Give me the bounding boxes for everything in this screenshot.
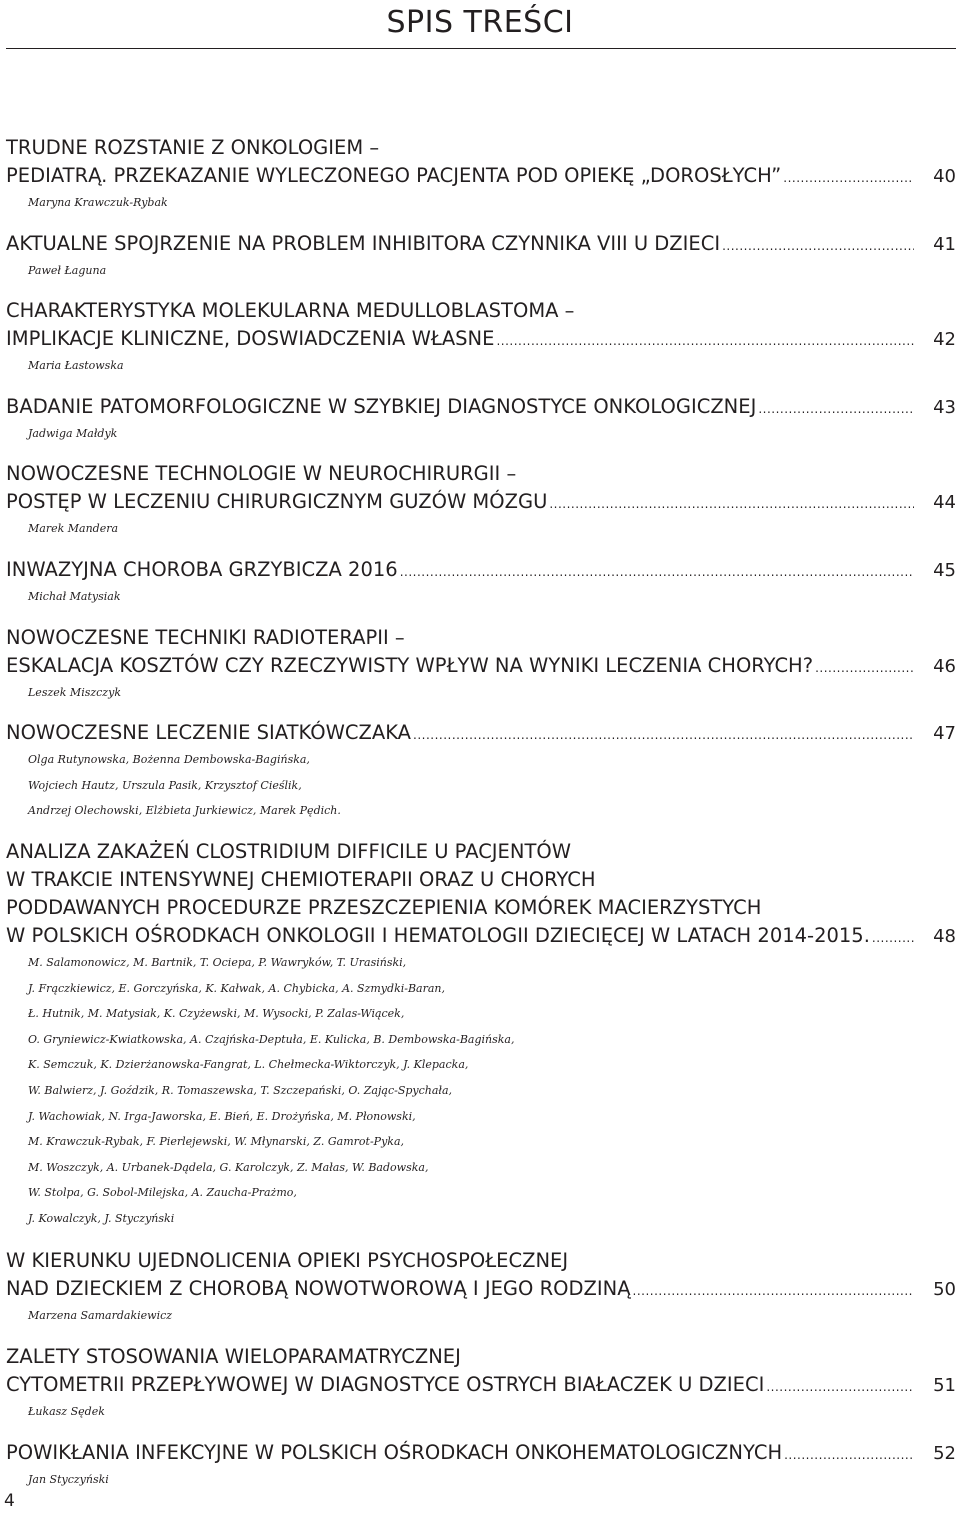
- author-line: M. Krawczuk-Rybak, F. Pierlejewski, W. Młynarski, Z. Gamrot-Pyka,: [28, 1135, 404, 1149]
- toc-entry[interactable]: [6, 1247, 956, 1329]
- toc-authors: [28, 747, 956, 824]
- toc-title-line: [6, 719, 956, 747]
- toc-entry[interactable]: [6, 556, 956, 610]
- author-line: Paweł Łaguna: [28, 263, 107, 277]
- toc-title-line: [6, 624, 956, 652]
- author-line: J. Wachowiak, N. Irga-Jaworska, E. Bień, E. Drożyńska, M. Płonowski,: [28, 1109, 416, 1123]
- author-line: W. Stolpa, G. Sobol-Milejska, A. Zaucha-Prażmo,: [28, 1186, 297, 1200]
- toc-title-text: INWAZYJNA CHOROBA GRZYBICZA 2016: [6, 557, 398, 581]
- author-line: O. Gryniewicz-Kwiatkowska, A. Czajńska-Deptuła, E. Kulicka, B. Dembowska-Bagińska,: [28, 1032, 515, 1046]
- author-line: Wojciech Hautz, Urszula Pasik, Krzysztof Cieślik,: [28, 778, 302, 792]
- table-of-contents: [6, 120, 956, 1492]
- author-line: J. Frączkiewicz, E. Gorczyńska, K. Kałwak, A. Chybicka, A. Szmydki-Baran,: [28, 981, 446, 995]
- dot-leader: [549, 490, 914, 518]
- toc-authors: [28, 1399, 956, 1425]
- dot-leader: [496, 327, 914, 355]
- toc-title-text: NOWOCZESNE TECHNIKI RADIOTERAPII –: [6, 625, 405, 649]
- toc-authors: [28, 516, 956, 542]
- author-line: Marek Mandera: [28, 522, 119, 536]
- toc-title-line: [6, 922, 956, 950]
- author-line: Maria Łastowska: [28, 359, 124, 373]
- toc-title-line: [6, 866, 956, 894]
- toc-title-text: W TRAKCIE INTENSYWNEJ CHEMIOTERAPII ORAZ U CHORYCH: [6, 867, 596, 891]
- toc-title-text: POSTĘP W LECZENIU CHIRURGICZNYM GUZÓW MÓZGU: [6, 490, 548, 514]
- author-line: Andrzej Olechowski, Elżbieta Jurkiewicz, Marek Pędich.: [28, 804, 341, 818]
- toc-page-number: 50: [933, 1279, 956, 1301]
- author-line: J. Kowalczyk, J. Styczyński: [28, 1211, 175, 1225]
- page-title: SPIS TREŚCI: [386, 5, 574, 40]
- toc-title-line: [6, 652, 956, 680]
- dot-leader: [784, 1441, 914, 1469]
- author-line: M. Woszczyk, A. Urbanek-Dądela, G. Karolczyk, Z. Małas, W. Badowska,: [28, 1160, 429, 1174]
- toc-page-number: 52: [933, 1442, 956, 1464]
- toc-entry[interactable]: [6, 624, 956, 706]
- toc-title-text: ESKALACJA KOSZTÓW CZY RZECZYWISTY WPŁYW NA WYNIKI LECZENIA CHORYCH?: [6, 653, 814, 677]
- toc-title-line: [6, 488, 956, 516]
- toc-page-number: 51: [933, 1375, 956, 1397]
- toc-authors: [28, 950, 956, 1232]
- dot-leader: [766, 1373, 914, 1401]
- toc-title-line: [6, 556, 956, 584]
- toc-title-line: [6, 134, 956, 162]
- toc-page-number: 42: [933, 329, 956, 351]
- toc-title-line: [6, 230, 956, 258]
- toc-page-number: 47: [933, 723, 956, 745]
- toc-authors: [28, 190, 956, 216]
- toc-entry[interactable]: [6, 230, 956, 284]
- toc-title-text: PEDIATRĄ. PRZEKAZANIE WYLECZONEGO PACJENTA POD OPIEKĘ „DOROSŁYCH”: [6, 164, 782, 187]
- toc-entry[interactable]: [6, 297, 956, 379]
- toc-authors: [28, 421, 956, 447]
- toc-authors: [28, 1467, 956, 1493]
- toc-entry[interactable]: [6, 460, 956, 542]
- toc-title-text: BADANIE PATOMORFOLOGICZNE W SZYBKIEJ DIAGNOSTYCE ONKOLOGICZNEJ: [6, 394, 757, 418]
- author-line: Jan Styczyński: [28, 1472, 109, 1486]
- toc-title-line: [6, 1439, 956, 1467]
- toc-page-number: 46: [933, 655, 956, 677]
- toc-title-text: IMPLIKACJE KLINICZNE, DOSWIADCZENIA WŁASNE: [6, 327, 495, 351]
- toc-page-number: 41: [933, 233, 956, 255]
- toc-page-number: 44: [933, 492, 956, 514]
- toc-title-text: AKTUALNE SPOJRZENIE NA PROBLEM INHIBITORA CZYNNIKA VIII U DZIECI: [6, 231, 721, 255]
- toc-authors: [28, 353, 956, 379]
- page-number: 4: [4, 1491, 15, 1511]
- author-line: Jadwiga Małdyk: [28, 426, 118, 440]
- dot-leader: [758, 395, 914, 423]
- toc-title-text: ZALETY STOSOWANIA WIELOPARAMATRYCZNEJ: [6, 1345, 461, 1369]
- toc-entry[interactable]: [6, 1439, 956, 1493]
- author-line: Leszek Miszczyk: [28, 685, 121, 699]
- author-line: Łukasz Sędek: [28, 1405, 105, 1419]
- toc-title-text: ANALIZA ZAKAŻEŃ CLOSTRIDIUM DIFFICILE U PACJENTÓW: [6, 839, 572, 863]
- author-line: Marzena Samardakiewicz: [28, 1309, 173, 1323]
- toc-title-line: [6, 838, 956, 866]
- toc-title-text: CYTOMETRII PRZEPŁYWOWEJ W DIAGNOSTYCE OSTRYCH BIAŁACZEK U DZIECI: [6, 1373, 765, 1397]
- dot-leader: [872, 924, 914, 952]
- title-divider: [6, 48, 956, 49]
- toc-page-number: 40: [933, 166, 956, 187]
- toc-title-text: CHARAKTERYSTYKA MOLEKULARNA MEDULLOBLASTOMA –: [6, 299, 575, 323]
- dot-leader: [400, 558, 914, 586]
- toc-page-number: 43: [933, 396, 956, 418]
- toc-title-line: [6, 162, 956, 190]
- dot-leader: [783, 164, 914, 192]
- toc-title-line: [6, 1275, 956, 1303]
- toc-entry[interactable]: [6, 134, 956, 216]
- dot-leader: [413, 721, 914, 749]
- toc-title-text: TRUDNE ROZSTANIE Z ONKOLOGIEM –: [6, 136, 380, 159]
- author-line: Ł. Hutnik, M. Matysiak, K. Czyżewski, M. Wysocki, P. Zalas-Wiącek,: [28, 1007, 405, 1021]
- toc-title-text: W POLSKICH OŚRODKACH ONKOLOGII I HEMATOLOGII DZIECIĘCEJ W LATACH 2014-2015.: [6, 923, 870, 947]
- dot-leader: [633, 1277, 914, 1305]
- author-line: M. Salamonowicz, M. Bartnik, T. Ociepa, P. Wawryków, T. Urasiński,: [28, 955, 407, 969]
- toc-title-line: [6, 297, 956, 325]
- toc-page-number: 45: [933, 559, 956, 581]
- toc-entry[interactable]: [6, 838, 956, 1232]
- author-line: Michał Matysiak: [28, 589, 121, 603]
- toc-title-line: [6, 1343, 956, 1371]
- toc-title-text: NOWOCZESNE TECHNOLOGIE W NEUROCHIRURGII –: [6, 462, 517, 486]
- toc-authors: [28, 1303, 956, 1329]
- dot-leader: [815, 654, 914, 682]
- dot-leader: [722, 232, 914, 260]
- toc-title-text: W KIERUNKU UJEDNOLICENIA OPIEKI PSYCHOSPOŁECZNEJ: [6, 1249, 569, 1273]
- toc-page-number: 48: [933, 925, 956, 947]
- toc-title-line: [6, 325, 956, 353]
- author-line: W. Balwierz, J. Goździk, R. Tomaszewska, T. Szczepański, O. Zając-Spychała,: [28, 1083, 453, 1097]
- toc-entry[interactable]: [6, 393, 956, 447]
- toc-title-text: NAD DZIECKIEM Z CHOROBĄ NOWOTWOROWĄ I JEGO RODZINĄ: [6, 1277, 631, 1301]
- author-line: Olga Rutynowska, Bożenna Dembowska-Bagińska,: [28, 753, 310, 767]
- toc-authors: [28, 258, 956, 284]
- toc-title-text: POWIKŁANIA INFEKCYJNE W POLSKICH OŚRODKACH ONKOHEMATOLOGICZNYCH: [6, 1440, 783, 1464]
- toc-title-line: [6, 894, 956, 922]
- toc-title-line: [6, 1247, 956, 1275]
- author-line: K. Semczuk, K. Dzierżanowska-Fangrat, L. Chełmecka-Wiktorczyk, J. Klepacka,: [28, 1058, 469, 1072]
- toc-entry[interactable]: [6, 719, 956, 824]
- toc-title-text: NOWOCZESNE LECZENIE SIATKÓWCZAKA: [6, 721, 411, 745]
- author-line: Maryna Krawczuk-Rybak: [28, 196, 168, 209]
- toc-title-line: [6, 1371, 956, 1399]
- toc-title-line: [6, 460, 956, 488]
- toc-authors: [28, 680, 956, 706]
- toc-title-text: PODDAWANYCH PROCEDURZE PRZESZCZEPIENIA KOMÓREK MACIERZYSTYCH: [6, 895, 762, 919]
- toc-entry[interactable]: [6, 1343, 956, 1425]
- toc-title-line: [6, 393, 956, 421]
- toc-authors: [28, 584, 956, 610]
